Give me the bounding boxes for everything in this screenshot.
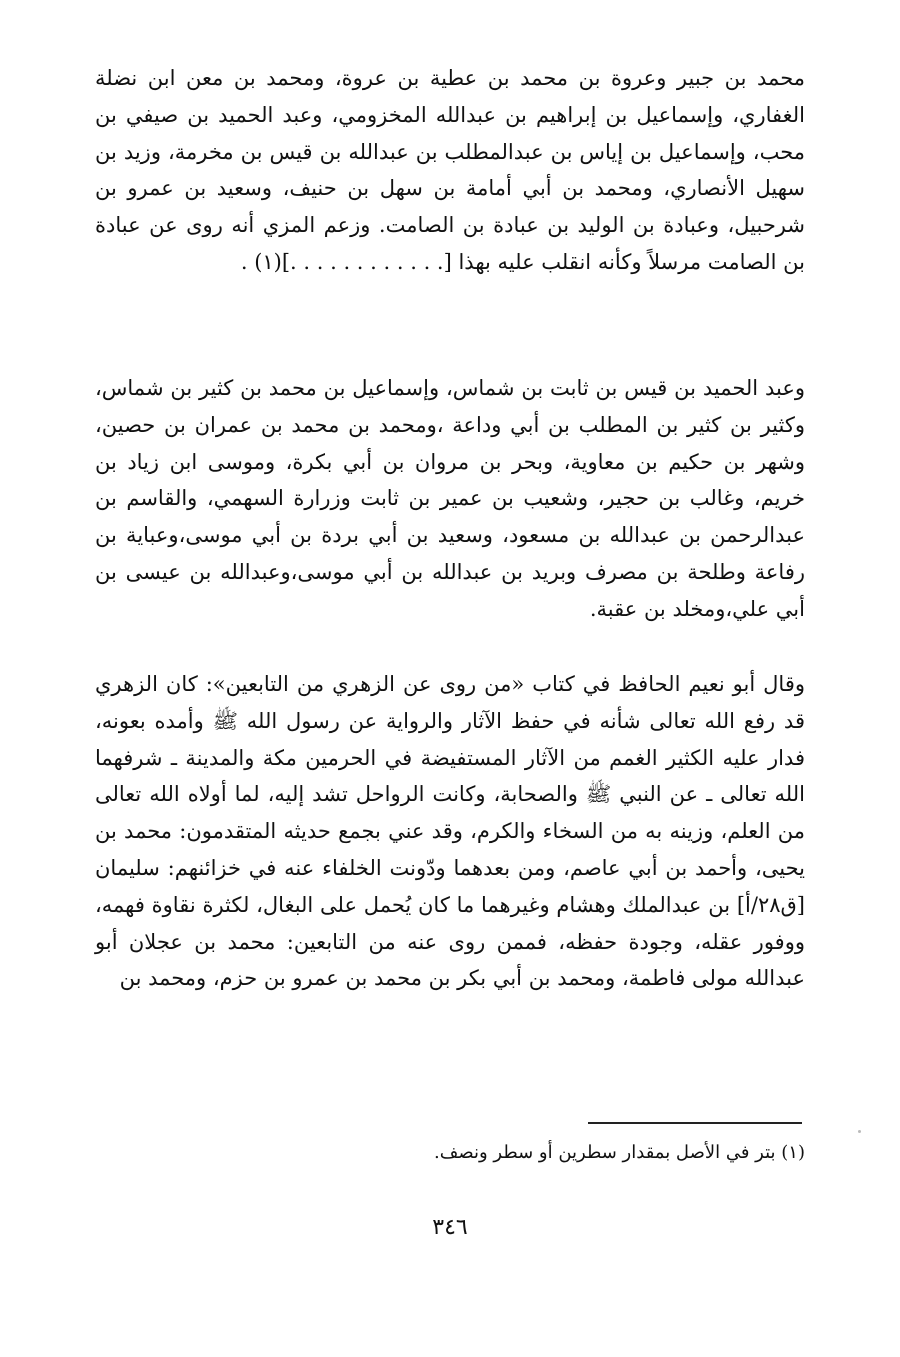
- paragraph-text: محمد بن جبير وعروة بن محمد بن عطية بن عروة، ومحمد بن معن ابن نضلة الغفاري، وإسماعيل بن إبراهيم بن عبدالله المخزومي، وعبد الحميد بن صيفي بن محب، وإسماعيل بن إياس بن عبدالمطلب بن عبدالله بن قيس بن مخرمة، وزيد بن سهيل الأنصاري، ومحمد بن أبي أمامة بن سهل بن حنيف، وسعيد بن عمرو بن شرحبيل، وعبادة بن الوليد بن عبادة بن الصامت. وزعم المزي أنه روى عن عبادة بن الصامت مرسلاً وكأنه انقلب عليه بهذا [. . . . . . . . . . . .](١) .: [95, 66, 805, 274]
- page-number: ٣٤٦: [432, 1215, 468, 1240]
- footnote-separator: [588, 1122, 802, 1124]
- body-paragraph-3: [95, 666, 805, 997]
- body-paragraph-2: [95, 370, 805, 628]
- scan-speck: [858, 1130, 861, 1133]
- footnote: (١) بتر في الأصل بمقدار سطرين أو سطر ونصف.: [434, 1142, 805, 1163]
- paragraph-text: وقال أبو نعيم الحافظ في كتاب «من روى عن الزهري من التابعين»: كان الزهري قد رفع الله تعالى شأنه في حفظ الآثار والرواية عن رسول الله ﷺ وأمده بعونه، فدار عليه الكثير الغمم من الآثار المستفيضة في الحرمين مكة والمدينة ـ شرفهما الله تعالى ـ عن النبي ﷺ والصحابة، وكانت الرواحل تشد إليه، لما أولاه الله تعالى من العلم، وزينه به من السخاء والكرم، وقد عني بجمع حديثه المتقدمون: محمد بن يحيى، وأحمد بن أبي عاصم، ومن بعدهما ودّونت الخلفاء عنه في خزائنهم: سليمان [ق٢٨/أ] بن عبدالملك وهشام وغيرهما ما كان يُحمل على البغال، لكثرة نقاوة فهمه، ووفور عقله، وجودة حفظه، فممن روى عنه من التابعين: محمد بن عجلان أبو عبدالله مولى فاطمة، ومحمد بن أبي بكر بن محمد بن عمرو بن حزم، ومحمد بن: [95, 672, 805, 991]
- body-paragraph-1: [95, 60, 805, 281]
- paragraph-text: وعبد الحميد بن قيس بن ثابت بن شماس، وإسماعيل بن محمد بن كثير بن شماس، وكثير بن كثير بن المطلب بن أبي وداعة ،ومحمد بن محمد بن عمران بن حصين، وشهر بن حكيم بن معاوية، وبحر بن مروان بن أبي بكرة، وموسى ابن زياد بن خريم، وغالب بن حجير، وشعيب بن عمير بن ثابت وزرارة السهمي، والقاسم بن عبدالرحمن بن عبدالله بن مسعود، وسعيد بن أبي بردة بن أبي موسى،وعباية بن رفاعة وطلحة بن مصرف وبريد بن عبدالله بن أبي موسى،وعبدالله بن عيسى بن أبي علي،ومخلد بن عقبة.: [95, 376, 805, 621]
